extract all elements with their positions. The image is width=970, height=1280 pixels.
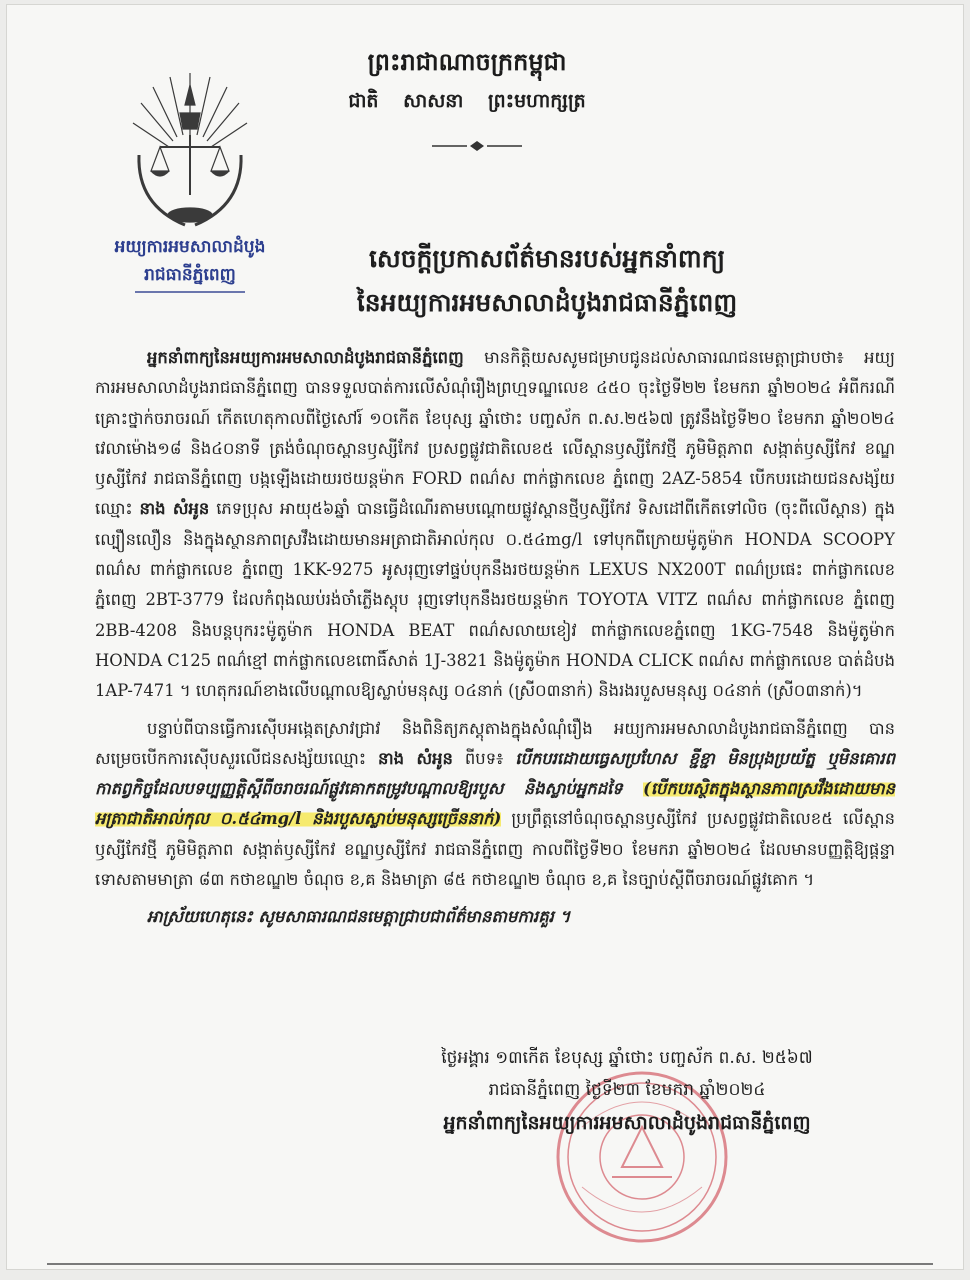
paragraph-1-text-b: ភេទប្រុស អាយុ៥៦ឆ្នាំ បានធ្វើដំណើរតាមបណ្តោយផ្លូវស្ពានថ្មីឫស្សីកែវ ទិសដៅពីកើតទៅលិច (ចុះពីលើស្ពាន) ក្នុងល្បឿនលឿន និងក្នុងស្ថានភាពស្រវឹងដោយមានអត្រាជាតិអាល់កុល ០.៥៤mg/l ទៅបុកពីក្រោយម៉ូតូម៉ាក HONDA SCOOPY ពណ៌ស ពាក់ផ្លាកលេខ ភ្នំពេញ 1KK-9275 អូសរុញទៅផ្ទប់បុកនឹងរថយន្តម៉ាក LEXUS NX200T ពណ៌ប្រផេះ ពាក់ផ្លាកលេខ ភ្នំពេញ 2BT-3779 ដែលកំពុងឈប់រង់ចាំភ្លើងស្តុប រុញទៅបុកនឹងរថយន្តម៉ាក TOYOTA VITZ ពណ៌ស ពាក់ផ្លាកលេខ ភ្នំពេញ 2BB-4208 និងបន្តបុករះម៉ូតូម៉ាក HONDA BEAT ពណ៌សលាយខៀវ ពាក់ផ្លាកលេខភ្នំពេញ 1KG-7548 និងម៉ូតូម៉ាក HONDA C125 ពណ៌ខ្មៅ ពាក់ផ្លាកលេខពោធិ៍សាត់ 1J-3821 និងម៉ូតូម៉ាក HONDA CLICK ពណ៌ស ពាក់ផ្លាកលេខ បាត់ដំបង 1AP-7471 ។ ហេតុករណ៍ខាងលើបណ្តាលឱ្យស្លាប់មនុស្ស ០៤នាក់ (ស្រី០៣នាក់) និងរងរបួសមនុស្ស ០៤នាក់ (ស្រី០៣នាក់)។ xyxy=(95,499,895,701)
document-title xyxy=(287,237,807,325)
signer-title: អ្នកនាំពាក្យនៃអយ្យការអមសាលាដំបូងរាជធានីភ្នំពេញ xyxy=(443,1112,811,1134)
document-body xyxy=(95,343,895,949)
paragraph-2-text-a: បន្ទាប់ពីបានធ្វើការស៊ើបអង្កេតស្រាវជ្រាវ និងពិនិត្យភស្តុតាងក្នុងសំណុំរឿង អយ្យការអមសាលាដំបូងរាជធានីភ្នំពេញ បានសម្រេចបើកការស៊ើបសួរលើជនសង្ស័យឈ្មោះ xyxy=(95,718,895,768)
title-line1: សេចក្តីប្រកាសព័ត៌មានរបស់អ្នកនាំពាក្យ xyxy=(368,244,726,273)
kingdom-heading: ព្រះរាជាណាចក្រកម្ពុជា xyxy=(367,47,567,76)
spokesperson-lead: អ្នកនាំពាក្យនៃអយ្យការអមសាលាដំបូងរាជធានីភ្នំពេញ xyxy=(147,348,464,367)
ornament-divider-icon xyxy=(432,139,522,153)
highlighted-charge-detail: (បើកបរស្ថិតក្នុងស្ថានភាពស្រវឹងដោយមានអត្រាជាតិអាល់កុល ០.៥៤mg/l និងរបួសស្លាប់មនុស្សច្រើននាក់) xyxy=(95,779,895,829)
closing-note: អាស្រ័យហេតុនេះ សូមសាធារណជនមេត្តាជ្រាបជាព័ត៌មានតាមការគួរ ។ xyxy=(147,907,571,927)
paragraph-1 xyxy=(95,343,895,707)
paragraph-2-text-b: ពីបទ៖ xyxy=(452,748,516,768)
solar-date: រាជធានីភ្នំពេញ ថ្ងៃទី២៣ ខែមករា ឆ្នាំ២០២៤ xyxy=(488,1080,766,1100)
divider xyxy=(135,291,245,293)
suspect-name: នាង សំអូន xyxy=(378,748,453,768)
paragraph-1-text-a: មានកិត្តិយសសូមជម្រាបជូនដល់សាធារណជនមេត្តាជ្រាបថា៖ អយ្យការអមសាលាដំបូងរាជធានីភ្នំពេញ បានទទួលបាត់ការលើសំណុំរឿងព្រហ្មទណ្ឌលេខ ៤៥០ ចុះថ្ងៃទី២២ ខែមករា ឆ្នាំ២០២៤ អំពីករណីគ្រោះថ្នាក់ចរាចរណ៍ កើតហេតុកាលពីថ្ងៃសៅរ៍ ១០កើត ខែបុស្ស ឆ្នាំថោះ បញ្ចស័ក ព.ស.២៥៦៧ ត្រូវនឹងថ្ងៃទី២០ ខែមករា ឆ្នាំ២០២៤ វេលាម៉ោង១៨ និង៤០នាទី ត្រង់ចំណុចស្ពានឫស្សីកែវ ប្រសព្វផ្លូវជាតិលេខ៥ លើស្ពានឫស្សីកែវថ្មី ភូមិមិត្តភាព សង្កាត់ឫស្សីកែវ ខណ្ឌឫស្សីកែវ រាជធានីភ្នំពេញ បង្កឡើងដោយរថយន្តម៉ាក FORD ពណ៌ស ពាក់ផ្លាកលេខ ភ្នំពេញ 2AZ-5854 បើកបរដោយជនសង្ស័យឈ្មោះ xyxy=(95,348,895,519)
ministry-emblem-icon xyxy=(125,65,255,237)
ministry-label-line1: អយ្យការអមសាលាដំបូង xyxy=(114,237,266,257)
ministry-label-line2: រាជធានីភ្នំពេញ xyxy=(144,265,236,285)
lunar-date: ថ្ងៃអង្គារ ១៣កើត ខែបុស្ស ឆ្នាំថោះ បញ្ចស័ក ព.ស. ២៥៦៧ xyxy=(441,1048,813,1068)
title-line2: នៃអយ្យការអមសាលាដំបូងរាជធានីភ្នំពេញ xyxy=(356,288,738,317)
paragraph-2-text-c: ប្រព្រឹត្តនៅចំណុចស្ពានឫស្សីកែវ ប្រសព្វផ្លូវជាតិលេខ៥ លើស្ពានឫស្សីកែវថ្មី ភូមិមិត្តភាព សង្កាត់ឫស្សីកែវ ខណ្ឌឫស្សីកែវ រាជធានីភ្នំពេញ កាលពីថ្ងៃទី២០ ខែមករា ឆ្នាំ២០២៤ ដែលមានបញ្ញត្តិឱ្យផ្តន្ទាទោសតាមមាត្រា ៨៣ កថាខណ្ឌ២ ចំណុច ខ,គ និងមាត្រា ៨៥ កថាខណ្ឌ២ ចំណុច ខ,គ នៃច្បាប់ស្តីពីចរាចរណ៍ផ្លូវគោក ។ xyxy=(95,809,895,890)
paragraph-2 xyxy=(95,714,895,896)
page-bottom-rule xyxy=(47,1263,933,1265)
ministry-label xyxy=(85,233,295,293)
charge-text: បើកបរដោយធ្វេសប្រហែស ខ្ជីខ្ជា មិនប្រុងប្រយ័ត្ន ឬមិនគោរពកាតព្វកិច្ចដែលបទប្បញ្ញត្តិស្តីពីចរាចរណ៍ផ្លូវគោកតម្រូវបណ្តាលឱ្យរបួស និងស្លាប់អ្នកដទៃ xyxy=(95,748,896,799)
national-motto: ជាតិ សាសនា ព្រះមហាក្សត្រ xyxy=(348,90,586,112)
document-page xyxy=(6,4,964,1270)
suspect-name: នាង សំអូន xyxy=(139,499,210,519)
